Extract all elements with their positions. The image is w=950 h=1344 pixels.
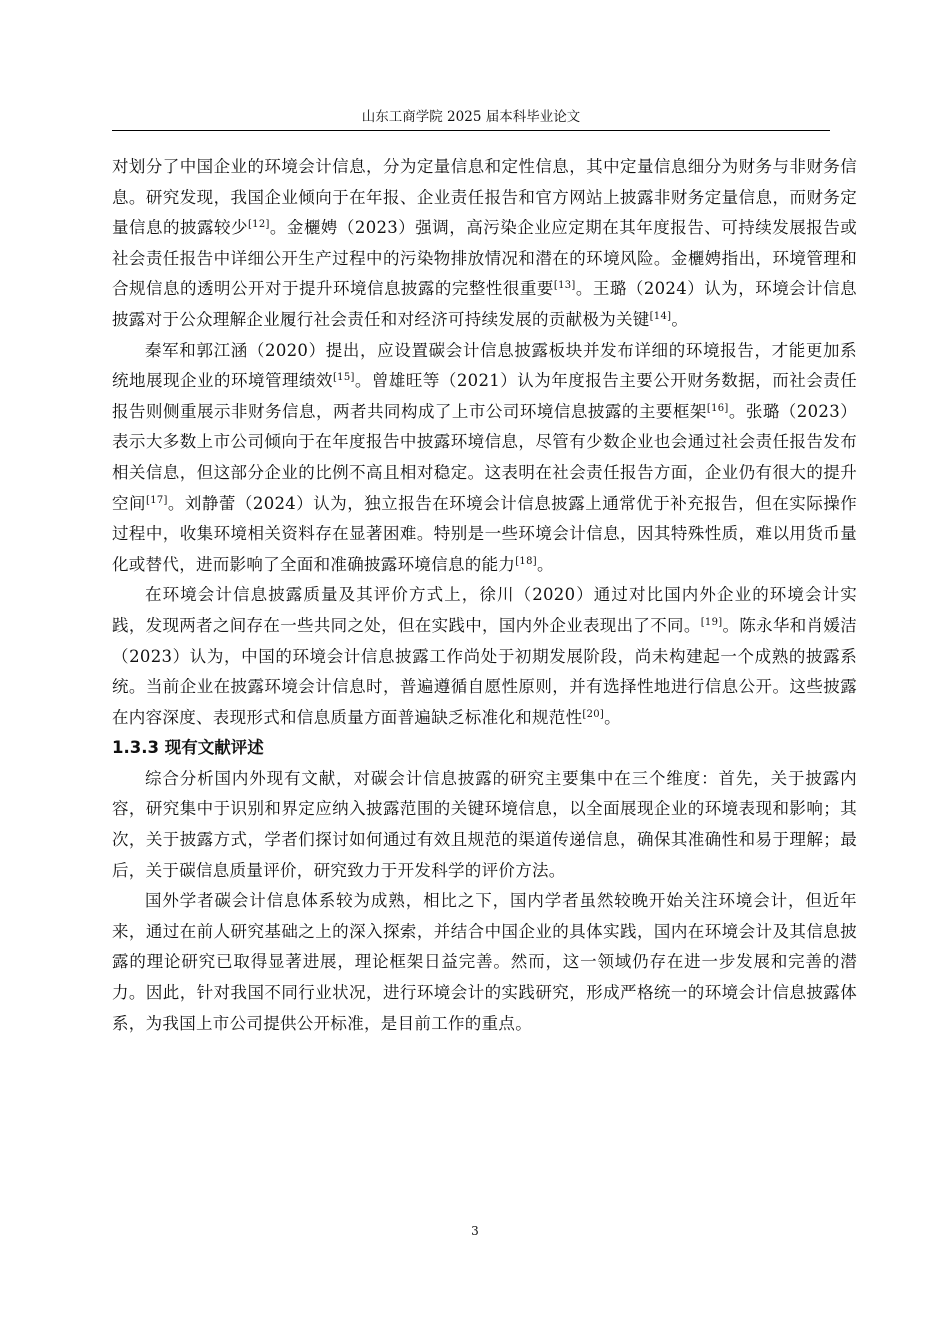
paragraph-text: 在环境会计信息披露质量及其评价方式上，徐川（2020）通过对比国内外企业的环境会计实践，发现两者之间存在一些共同之处，但在实践中，国内外企业表现出了不同。 (112, 585, 857, 635)
paragraph-text: 国外学者碳会计信息体系较为成熟，相比之下，国内学者虽然较晚开始关注环境会计，但近年来，通过在前人研究基础之上的深入探索，并结合中国企业的具体实践，国内在环境会计及其信息披露的理论研究已取得显著进展，理论框架日益完善。然而，这一领域仍存在进一步发展和完善的潜力。因此，针对我国不同行业状况，进行环境会计的实践研究，形成严格统一的环境会计信息披露体系，为我国上市公司提供公开标准，是目前工作的重点。 (112, 891, 857, 1033)
citation-ref: [15] (332, 372, 355, 384)
review-paragraphs (112, 764, 857, 1039)
paragraph-text: 。金欐娉（2023）强调，高污染企业应定期在其年度报告、可持续发展报告或社会责任报告中详细公开生产过程中的污染物排放情况和潜在的环境风险。金欐娉指出，环境管理和合规信息的透明公开对于提升环境信息披露的完整性很重要 (112, 218, 857, 299)
citation-ref: [13] (553, 280, 576, 292)
citation-ref: [19] (700, 616, 723, 628)
header-title: 山东工商学院 2025 届本科毕业论文 (361, 109, 581, 125)
body-paragraph (112, 764, 857, 886)
paragraph-text: 。曾雄旺等（2021）认为年度报告主要公开财务数据，而社会责任报告则侧重展示非财务信息，两者共同构成了上市公司环境信息披露的主要框架 (112, 371, 858, 421)
paragraph-text: 秦军和郭江涵（2020）提出，应设置碳会计信息披露板块并发布详细的环境报告，才能更加系统地展现企业的环境管理绩效 (112, 340, 857, 391)
citation-ref: [17] (146, 494, 168, 506)
body-paragraph (112, 152, 857, 336)
paragraph-text: 。张璐（2023）表示大多数上市公司倾向于在年度报告中披露环境信息，尽管有少数企业也会通过社会责任报告发布相关信息，但这部分企业的比例不高且相对稳定。这表明在社会责任报告方面，企业仍有很大的提升空间 (112, 401, 857, 513)
body-paragraph (112, 336, 857, 581)
running-header (112, 104, 830, 131)
body-paragraph (112, 886, 857, 1039)
paragraph-text: 。 (536, 554, 554, 574)
body-paragraph (112, 580, 857, 733)
citation-ref: [18] (515, 555, 537, 567)
citation-ref: [16] (706, 402, 729, 414)
literature-paragraphs (112, 152, 857, 733)
page-body (112, 152, 857, 1039)
citation-ref: [20] (582, 708, 605, 720)
paragraph-text: 。陈永华和肖媛洁（2023）认为，中国的环境会计信息披露工作尚处于初期发展阶段，尚未构建起一个成熟的披露系统。当前企业在披露环境会计信息时，普遍遵循自愿性原则，并有选择性地进行信息公开。这些披露在内容深度、表现形式和信息质量方面普遍缺乏标准化和规范性 (112, 615, 857, 727)
paragraph-text: 。刘静蕾（2024）认为，独立报告在环境会计信息披露上通常优于补充报告，但在实际操作过程中，收集环境相关资料存在显著困难。特别是一些环境会计信息，因其特殊性质，难以用货币量化或替代，进而影响了全面和准确披露环境信息的能力 (112, 493, 857, 574)
paragraph-text: 。 (671, 309, 689, 329)
page-number: 3 (471, 1224, 479, 1238)
paragraph-text: 。 (604, 707, 621, 727)
citation-ref: [12] (247, 219, 270, 231)
section-heading: 1.3.3 现有文献评述 (112, 738, 264, 758)
paragraph-text: 对划分了中国企业的环境会计信息，分为定量信息和定性信息，其中定量信息细分为财务与非财务信息。研究发现，我国企业倾向于在年报、企业责任报告和官方网站上披露非财务定量信息，而财务定量信息的披露较少 (112, 157, 857, 238)
paragraph-text: 综合分析国内外现有文献，对碳会计信息披露的研究主要集中在三个维度：首先，关于披露内容，研究集中于识别和界定应纳入披露范围的关键环境信息，以全面展现企业的环境表现和影响；其次，关于披露方式，学者们探讨如何通过有效且规范的渠道传递信息，确保其准确性和易于理解；最后，关于碳信息质量评价，研究致力于开发科学的评价方法。 (112, 768, 857, 880)
paragraph-text: 。王璐（2024）认为，环境会计信息披露对于公众理解企业履行社会责任和对经济可持续发展的贡献极为关键 (112, 279, 857, 329)
citation-ref: [14] (649, 310, 672, 322)
